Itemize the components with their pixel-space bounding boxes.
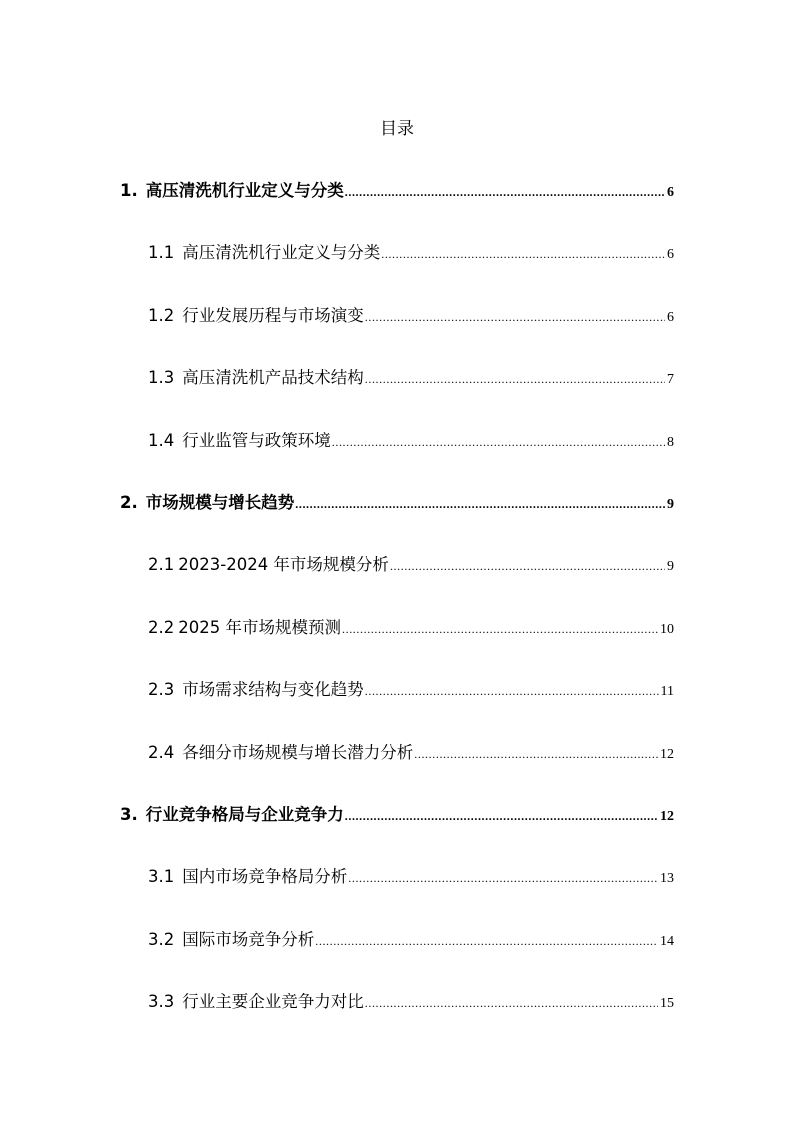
toc-entry-text: 行业竞争格局与企业竞争力 bbox=[145, 805, 344, 824]
toc-page-number: 8 bbox=[667, 435, 674, 450]
toc-dot-leader bbox=[295, 491, 665, 517]
toc-dot-leader bbox=[332, 429, 665, 455]
toc-entry-2-2[interactable] bbox=[148, 615, 674, 641]
toc-dot-leader bbox=[315, 928, 658, 954]
toc-entry-number: 2.1 bbox=[148, 555, 175, 574]
toc-entry-number: 2.2 bbox=[148, 618, 175, 637]
toc-entry-text: 2023-2024 年市场规模分析 bbox=[178, 555, 389, 574]
toc-entry-number: 3. bbox=[120, 805, 138, 824]
toc-entry-number: 3.3 bbox=[148, 992, 175, 1011]
toc-entry-text: 市场规模与增长趋势 bbox=[145, 493, 295, 512]
toc-page-number: 12 bbox=[660, 809, 674, 824]
toc-dot-leader bbox=[365, 304, 665, 330]
toc-dot-leader bbox=[414, 741, 658, 767]
toc-entry-text: 高压清洗机产品技术结构 bbox=[182, 368, 364, 387]
toc-dot-leader bbox=[365, 990, 658, 1016]
toc-entry-number: 2.3 bbox=[148, 680, 175, 699]
toc-entry-text: 国内市场竞争格局分析 bbox=[182, 867, 348, 886]
toc-entry-3-2[interactable] bbox=[148, 927, 674, 953]
toc-dot-leader bbox=[342, 616, 658, 642]
toc-dot-leader bbox=[365, 678, 659, 704]
toc-dot-leader bbox=[345, 803, 658, 829]
toc-entry-1-3[interactable] bbox=[148, 365, 674, 391]
toc-page-number: 9 bbox=[667, 559, 674, 574]
toc-entry-1[interactable] bbox=[120, 178, 674, 204]
toc-page-number: 6 bbox=[667, 310, 674, 325]
toc-entry-3-3[interactable] bbox=[148, 989, 674, 1015]
toc-entry-text: 高压清洗机行业定义与分类 bbox=[182, 243, 381, 262]
toc-entry-2-3[interactable] bbox=[148, 677, 674, 703]
toc-entry-number: 3.2 bbox=[148, 930, 175, 949]
toc-entry-number: 2. bbox=[120, 493, 138, 512]
toc-entry-2-4[interactable] bbox=[148, 740, 674, 766]
toc-page-number: 11 bbox=[660, 684, 674, 699]
toc-entry-number: 3.1 bbox=[148, 867, 175, 886]
toc-entry-number: 1.4 bbox=[148, 431, 175, 450]
toc-page-number: 13 bbox=[660, 871, 674, 886]
toc-entry-3-1[interactable] bbox=[148, 864, 674, 890]
toc-entry-number: 1.1 bbox=[148, 243, 175, 262]
toc-entry-text: 2025 年市场规模预测 bbox=[178, 618, 341, 637]
toc-entry-2[interactable] bbox=[120, 490, 674, 516]
toc-page-number: 10 bbox=[660, 622, 674, 637]
toc-page-number: 6 bbox=[667, 247, 674, 262]
toc-entry-number: 1.2 bbox=[148, 306, 175, 325]
toc-entry-text: 市场需求结构与变化趋势 bbox=[182, 680, 364, 699]
toc-entry-text: 行业监管与政策环境 bbox=[182, 431, 331, 450]
toc-page-number: 14 bbox=[660, 934, 674, 949]
toc-entry-text: 行业发展历程与市场演变 bbox=[182, 306, 364, 325]
toc-entry-number: 1.3 bbox=[148, 368, 175, 387]
toc-title: 目录 bbox=[380, 119, 414, 139]
toc-dot-leader bbox=[345, 179, 665, 205]
toc-entry-number: 1. bbox=[120, 181, 138, 200]
toc-entry-text: 行业主要企业竞争力对比 bbox=[182, 992, 364, 1011]
toc-page-number: 9 bbox=[667, 497, 674, 512]
toc-entry-1-4[interactable] bbox=[148, 428, 674, 454]
toc-dot-leader bbox=[348, 865, 658, 891]
toc-entry-3[interactable] bbox=[120, 802, 674, 828]
toc-dot-leader bbox=[390, 553, 665, 579]
toc-entry-text: 国际市场竞争分析 bbox=[182, 930, 315, 949]
toc-entry-1-1[interactable] bbox=[148, 240, 674, 266]
toc-page-number: 6 bbox=[667, 185, 674, 200]
toc-entry-2-1[interactable] bbox=[148, 552, 674, 578]
toc-entry-text: 高压清洗机行业定义与分类 bbox=[145, 181, 344, 200]
toc-dot-leader bbox=[365, 366, 665, 392]
toc-page-number: 12 bbox=[660, 747, 674, 762]
toc-entry-text: 各细分市场规模与增长潜力分析 bbox=[182, 743, 414, 762]
toc-page-number: 15 bbox=[660, 996, 674, 1011]
toc-entry-1-2[interactable] bbox=[148, 303, 674, 329]
toc-entry-number: 2.4 bbox=[148, 743, 175, 762]
toc-page-number: 7 bbox=[667, 372, 674, 387]
toc-dot-leader bbox=[381, 241, 665, 267]
